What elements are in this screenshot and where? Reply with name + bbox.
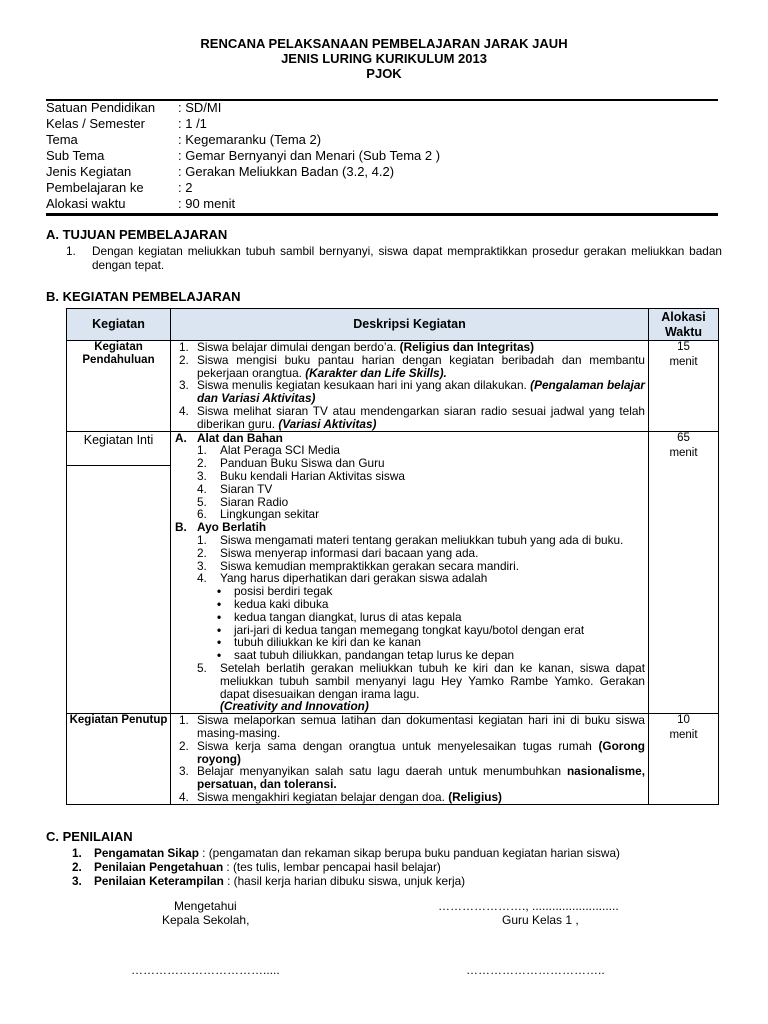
bullet-icon: • (217, 648, 222, 663)
info-value: : Kegemaranku (Tema 2) (178, 132, 322, 147)
list-item: 2. Siswa mengisi buku pantau harian dengan kegiatan beribadah dan membantu pekerjaan orangtua. (Karakter dan Life Skills). (179, 352, 645, 380)
signature-right-blank: …………………………….. (466, 963, 605, 977)
section-c-title: C. PENILAIAN (46, 829, 133, 844)
bullet-icon: • (217, 596, 222, 611)
info-label: Tema (46, 132, 78, 147)
subsection-heading: A. Alat dan Bahan (175, 430, 283, 445)
activity-table (66, 308, 719, 805)
list-item: 2. Siswa kerja sama dengan orangtua untuk menyelesaikan tugas rumah (Gorong royong) (179, 738, 645, 766)
info-label: Alokasi waktu (46, 196, 126, 211)
list-item: 1. Siswa mengamati materi tentang gerakan meliukkan tubuh yang ada di buku. (197, 532, 624, 547)
list-item: 6. Lingkungan sekitar (197, 507, 320, 522)
section-b-title: B. KEGIATAN PEMBELAJARAN (46, 289, 241, 304)
objective-text: Dengan kegiatan meliukkan tubuh sambil bernyanyi, siswa dapat mempraktikkan prosedur gerakan meliukkan badan dengan tepat. (92, 244, 722, 272)
doc-title-line3: PJOK (366, 66, 402, 81)
time-value: 15 (677, 341, 690, 353)
table-row-penutup (67, 714, 719, 805)
divider-bottom (46, 213, 718, 216)
signature-left-line2: Kepala Sekolah, (162, 913, 250, 927)
signature-left-blank: ……………………………..... (131, 963, 280, 977)
activity-desc-inti (171, 431, 649, 714)
activity-time-pendahuluan (649, 341, 719, 432)
table-header-row (67, 309, 719, 341)
assessment-item: 3. Penilaian Keterampilan : (hasil kerja harian dibuku siswa, unjuk kerja) (72, 874, 466, 888)
bullet-icon: • (217, 609, 222, 624)
info-value: : Gerakan Meliukkan Badan (3.2, 4.2) (178, 164, 395, 179)
section-a-title: A. TUJUAN PEMBELAJARAN (46, 227, 228, 242)
list-item: 4. Siswa melihat siaran TV atau mendengarkan siaran radio sesuai jadwal yang telah diberikan guru. (Variasi Aktivitas) (179, 403, 645, 431)
activity-label-inti: Kegiatan Inti (67, 431, 171, 714)
bullet-icon: • (217, 584, 222, 599)
info-label: Kelas / Semester (46, 116, 145, 131)
assessment-item: 1. Pengamatan Sikap : (pengamatan dan rekaman sikap berupa buku panduan kegiatan harian siswa) (72, 846, 620, 860)
signature-left-line1: Mengetahui (174, 899, 237, 913)
activity-desc-pendahuluan (171, 341, 649, 432)
doc-title-line2: JENIS LURING KURIKULUM 2013 (281, 51, 487, 66)
signature-right-date: …………………., .......................... (438, 899, 619, 913)
signature-right-line2: Guru Kelas 1 , (502, 913, 579, 927)
time-value: 10 (677, 714, 690, 727)
bullet-item: • tubuh diliukkan ke kiri dan ke kanan (217, 635, 421, 650)
list-item: 3. Siswa menulis kegiatan kesukaan hari ini yang akan dilakukan. (Pengalaman belajar dan Variasi Aktivitas) (179, 378, 645, 406)
activity-label-pendahuluan: Kegiatan Pendahuluan (67, 341, 171, 432)
info-value: : Gemar Bernyanyi dan Menari (Sub Tema 2 ) (178, 148, 441, 163)
activity-time-penutup (649, 714, 719, 805)
activity-label-penutup: Kegiatan Penutup (67, 714, 171, 805)
list-item: 1. Siswa belajar dimulai dengan berdo’a. (Religius dan Integritas) (179, 340, 535, 354)
table-row-inti (67, 431, 719, 714)
col-header-alokasi: Alokasi Waktu (649, 309, 719, 341)
bullet-item: • kedua tangan diangkat, lurus di atas kepala (217, 609, 462, 624)
bullet-icon: • (217, 635, 222, 650)
info-value: : 1 /1 (178, 116, 207, 131)
doc-title-line1: RENCANA PELAKSANAAN PEMBELAJARAN JARAK JAUH (200, 36, 568, 51)
objective-item (66, 244, 722, 272)
list-item: 4. Siaran TV (197, 481, 273, 496)
bullet-item: • kedua kaki dibuka (217, 596, 329, 611)
time-value: 65 (677, 431, 690, 444)
time-unit: menit (669, 446, 698, 459)
list-item: 1. Siswa melaporkan semua latihan dan dokumentasi kegiatan hari ini di buku siswa masing-masing. (179, 713, 645, 740)
objective-number: 1. (66, 244, 76, 258)
info-value: : 90 menit (178, 196, 236, 211)
info-label: Sub Tema (46, 148, 105, 163)
info-label: Pembelajaran ke (46, 180, 144, 195)
list-item: 3. Buku kendali Harian Aktivitas siswa (197, 468, 405, 483)
time-unit: menit (669, 729, 698, 742)
info-label: Jenis Kegiatan (46, 164, 132, 179)
bullet-item: • jari-jari di kedua tangan memegang tongkat kayu/botol dengan erat (217, 622, 585, 637)
assessment-item: 2. Penilaian Pengetahuan : (tes tulis, lembar pencapai hasil belajar) (72, 860, 441, 874)
list-item: 2. Panduan Buku Siswa dan Guru (197, 456, 385, 471)
bullet-icon: • (217, 622, 222, 637)
list-item: 2. Siswa menyerap informasi dari bacaan yang ada. (197, 545, 479, 560)
info-value: : 2 (178, 180, 193, 195)
subsection-heading: B. Ayo Berlatih (175, 520, 267, 535)
list-item: 5. Siaran Radio (197, 494, 289, 509)
bullet-item: • posisi berdiri tegak (217, 584, 333, 599)
table-row-pendahuluan (67, 341, 719, 432)
activity-desc-penutup (171, 714, 649, 805)
list-item: 1. Alat Peraga SCI Media (197, 443, 340, 458)
info-label: Satuan Pendidikan (46, 100, 156, 115)
col-header-deskripsi: Deskripsi Kegiatan (171, 309, 649, 341)
activity-time-inti (649, 431, 719, 714)
list-item: 5. Setelah berlatih gerakan meliukkan tubuh ke kiri dan ke kanan, siswa dapat meliukkan tubuh sambil menyanyi lagu Hey Yamko Rambe Yamko. Gerakan dapat disesuaikan dengan irama lagu. (Creativity and Innovation) (197, 660, 645, 714)
time-unit: menit (669, 356, 698, 368)
bullet-item: • saat tubuh diliukkan, pandangan tetap lurus ke depan (217, 648, 515, 663)
list-item: 3. Belajar menyanyikan salah satu lagu daerah untuk menumbuhkan nasionalisme, persatuan, dan toleransi. (179, 764, 645, 792)
list-item: 4. Siswa mengakhiri kegiatan belajar dengan doa. (Religius) (179, 789, 502, 804)
list-item: 3. Siswa kemudian mempraktikkan gerakan secara mandiri. (197, 558, 519, 573)
col-header-kegiatan: Kegiatan (67, 309, 171, 341)
info-value: : SD/MI (178, 100, 222, 115)
list-item: 4. Yang harus diperhatikan dari gerakan siswa adalah (197, 571, 488, 586)
